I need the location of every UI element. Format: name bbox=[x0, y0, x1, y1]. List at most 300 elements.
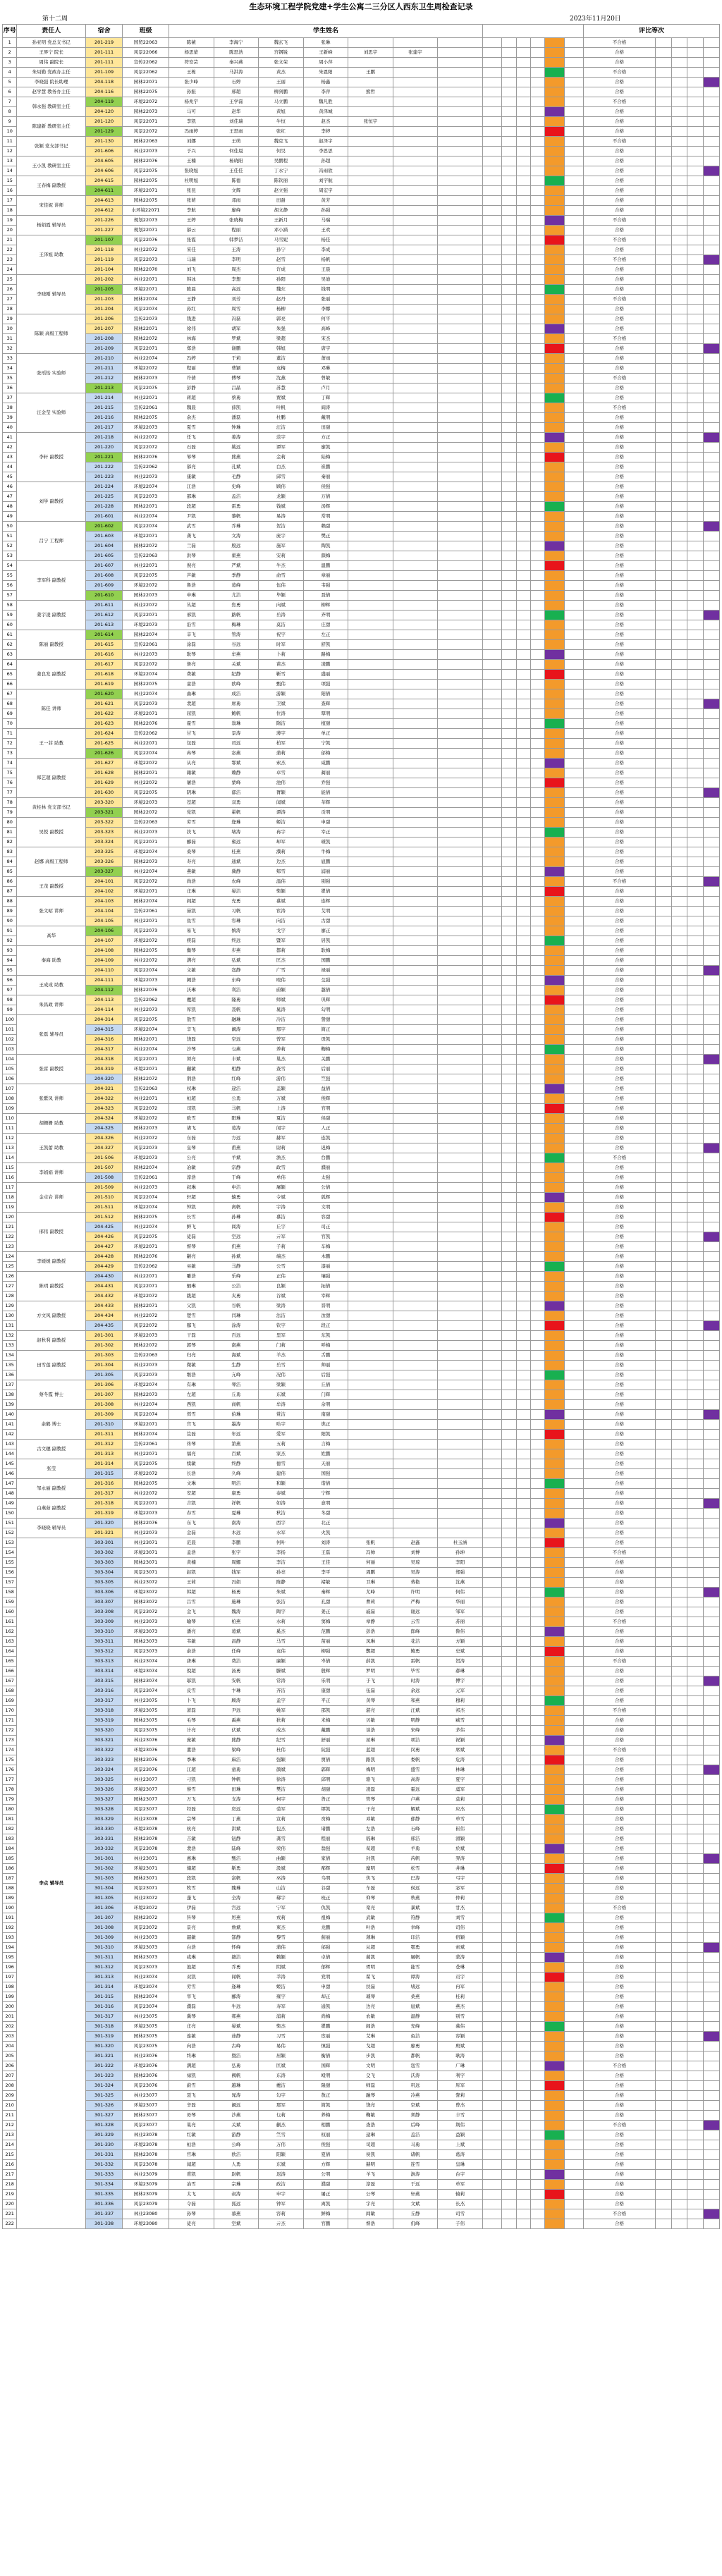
blank-cell bbox=[530, 798, 544, 808]
student-name bbox=[348, 897, 393, 907]
student-name bbox=[393, 275, 438, 285]
blank-cell bbox=[516, 1321, 530, 1331]
student-name: 诸飞 bbox=[169, 1124, 214, 1134]
blank-cell bbox=[502, 650, 516, 660]
mark-cell bbox=[656, 1696, 672, 1706]
table-row bbox=[3, 1795, 720, 1805]
student-name: 邓小涵 bbox=[259, 226, 304, 235]
grade-result: 合格 bbox=[583, 433, 655, 443]
score-swatch bbox=[545, 1321, 564, 1331]
mark-cell bbox=[656, 1755, 672, 1765]
student-name bbox=[393, 1519, 438, 1528]
dorm-room: 204-317 bbox=[86, 1045, 123, 1055]
blank-cell bbox=[564, 2180, 583, 2190]
mark-cell bbox=[656, 1045, 672, 1055]
blank-cell bbox=[482, 1775, 501, 1785]
table-row bbox=[3, 1874, 720, 1884]
blank-cell bbox=[564, 117, 583, 127]
grade-result: 合格 bbox=[583, 472, 655, 482]
student-name: 冯磊 bbox=[214, 314, 259, 324]
blank-cell bbox=[482, 226, 501, 235]
mark-cell bbox=[656, 2022, 672, 2032]
student-name bbox=[393, 838, 438, 847]
student-name: 段凯 bbox=[169, 1874, 214, 1884]
mark-cell bbox=[687, 2022, 704, 2032]
table-row bbox=[3, 630, 720, 640]
class-name: 环境22073 bbox=[123, 1153, 169, 1163]
student-name: 匡斌 bbox=[259, 2061, 304, 2071]
grade-result: 合格 bbox=[583, 1913, 655, 1923]
score-swatch bbox=[545, 512, 564, 522]
dorm-room: 301-308 bbox=[86, 1923, 123, 1933]
student-name bbox=[438, 601, 483, 611]
row-index: 194 bbox=[3, 1943, 17, 1953]
student-name bbox=[393, 1499, 438, 1509]
score-swatch bbox=[545, 877, 564, 887]
student-name bbox=[393, 295, 438, 305]
row-index: 121 bbox=[3, 1222, 17, 1232]
class-name: 园林22071 bbox=[123, 768, 169, 778]
student-name: 宇涛 bbox=[259, 1203, 304, 1213]
grade-result: 合格 bbox=[583, 1637, 655, 1647]
dorm-room: 201-220 bbox=[86, 443, 123, 453]
dorm-room: 201-619 bbox=[86, 680, 123, 689]
blank-cell bbox=[482, 2071, 501, 2081]
responsible-person: 李晓晓 辅导员 bbox=[17, 1519, 86, 1538]
student-name bbox=[438, 680, 483, 689]
grade-result: 合格 bbox=[583, 364, 655, 374]
student-name: 周娜 bbox=[214, 1558, 259, 1568]
student-name: 养莉 bbox=[259, 1045, 304, 1055]
grade-result: 合格 bbox=[583, 275, 655, 285]
grade-result: 合格 bbox=[583, 778, 655, 788]
student-name bbox=[438, 1074, 483, 1084]
blank-cell bbox=[502, 354, 516, 364]
student-name bbox=[393, 798, 438, 808]
score-swatch bbox=[545, 2190, 564, 2200]
blank-cell bbox=[516, 1242, 530, 1252]
student-name: 端杰 bbox=[259, 1252, 304, 1262]
blank-cell bbox=[482, 2209, 501, 2219]
score-swatch bbox=[545, 166, 564, 176]
blank-cell bbox=[502, 97, 516, 107]
mark-cell bbox=[656, 1272, 672, 1282]
student-name: 孙坤 bbox=[438, 1548, 483, 1558]
blank-cell bbox=[530, 1973, 544, 1982]
student-name: 单军 bbox=[438, 2180, 483, 2190]
student-name: 丘倩 bbox=[303, 1380, 348, 1390]
blank-cell bbox=[502, 482, 516, 492]
mark-cell bbox=[656, 1114, 672, 1124]
blank-cell bbox=[482, 97, 501, 107]
table-row bbox=[3, 2209, 720, 2219]
student-name: 谯正 bbox=[303, 1420, 348, 1430]
mark-swatch bbox=[704, 522, 720, 532]
mark-cell bbox=[687, 2111, 704, 2121]
mark-cell bbox=[704, 1519, 720, 1528]
student-name: 包磊 bbox=[169, 739, 214, 749]
class-name: 环境22074 bbox=[123, 1380, 169, 1390]
row-index: 92 bbox=[3, 936, 17, 946]
blank-cell bbox=[564, 611, 583, 620]
mark-cell bbox=[704, 1548, 720, 1558]
mark-cell bbox=[656, 1953, 672, 1963]
dorm-room: 201-109 bbox=[86, 68, 123, 78]
blank-cell bbox=[530, 1795, 544, 1805]
student-name: 郜静 bbox=[214, 1933, 259, 1943]
score-swatch bbox=[545, 1696, 564, 1706]
blank-cell bbox=[516, 1272, 530, 1282]
student-name: 冉军 bbox=[438, 1982, 483, 1992]
student-name bbox=[393, 344, 438, 354]
blank-cell bbox=[502, 1558, 516, 1568]
class-name: 林业23074 bbox=[123, 1657, 169, 1667]
student-name: 莘涛 bbox=[259, 1973, 304, 1982]
blank-cell bbox=[482, 916, 501, 926]
grade-result: 合格 bbox=[583, 1173, 655, 1183]
student-name: 司正 bbox=[303, 1222, 348, 1232]
student-name: 卞琳 bbox=[214, 1686, 259, 1696]
student-name bbox=[348, 1390, 393, 1400]
student-name bbox=[348, 581, 393, 591]
blank-cell bbox=[502, 532, 516, 541]
class-name: 林业22074 bbox=[123, 1222, 169, 1232]
score-swatch bbox=[545, 492, 564, 502]
student-name: 万倩 bbox=[303, 492, 348, 502]
student-name: 孟宇 bbox=[259, 1696, 304, 1706]
responsible-person: 王春梅 副教授 bbox=[17, 176, 86, 196]
table-row bbox=[3, 699, 720, 709]
blank-cell bbox=[564, 2170, 583, 2180]
blank-cell bbox=[482, 1065, 501, 1074]
student-name bbox=[348, 196, 393, 206]
score-swatch bbox=[545, 995, 564, 1005]
table-row bbox=[3, 1430, 720, 1440]
grade-result: 不合格 bbox=[583, 1657, 655, 1667]
mark-cell bbox=[671, 453, 687, 462]
row-index: 114 bbox=[3, 1153, 17, 1163]
student-name: 闻宇 bbox=[259, 1124, 304, 1134]
table-row bbox=[3, 1755, 720, 1765]
blank-cell bbox=[482, 1657, 501, 1667]
student-name: 茅伟 bbox=[438, 1726, 483, 1736]
blank-cell bbox=[530, 1884, 544, 1894]
dorm-room: 204-431 bbox=[86, 1282, 123, 1292]
student-name bbox=[348, 453, 393, 462]
blank-cell bbox=[482, 334, 501, 344]
student-name: 党明 bbox=[303, 1973, 348, 1982]
blank-cell bbox=[564, 1015, 583, 1025]
mark-cell bbox=[656, 788, 672, 798]
class-name: 林业23072 bbox=[123, 1578, 169, 1588]
blank-cell bbox=[502, 324, 516, 334]
student-name bbox=[348, 1104, 393, 1114]
student-name bbox=[348, 838, 393, 847]
student-name bbox=[348, 1124, 393, 1134]
student-name: 崔鹏 bbox=[303, 462, 348, 472]
dorm-room: 301-319 bbox=[86, 2032, 123, 2042]
mark-cell bbox=[671, 1953, 687, 1963]
blank-cell bbox=[564, 1509, 583, 1519]
mark-cell bbox=[687, 1716, 704, 1726]
mark-cell bbox=[656, 374, 672, 384]
grade-result: 不合格 bbox=[583, 137, 655, 147]
mark-cell bbox=[671, 2121, 687, 2130]
blank-cell bbox=[502, 413, 516, 423]
blank-cell bbox=[564, 1252, 583, 1262]
blank-cell bbox=[564, 1380, 583, 1390]
student-name: 池伟 bbox=[259, 778, 304, 788]
blank-cell bbox=[516, 206, 530, 216]
table-row bbox=[3, 1045, 720, 1055]
student-name: 昝正 bbox=[303, 1795, 348, 1805]
blank-cell bbox=[516, 2002, 530, 2012]
dorm-room: 201-216 bbox=[86, 413, 123, 423]
blank-cell bbox=[482, 1272, 501, 1282]
mark-cell bbox=[704, 48, 720, 58]
mark-cell bbox=[656, 818, 672, 828]
row-index: 37 bbox=[3, 393, 17, 403]
blank-cell bbox=[564, 1686, 583, 1696]
blank-cell bbox=[516, 196, 530, 206]
student-name: 荆浩 bbox=[169, 1074, 214, 1084]
mark-cell bbox=[704, 808, 720, 818]
student-name: 于峰 bbox=[214, 1173, 259, 1183]
score-swatch bbox=[545, 1045, 564, 1055]
blank-cell bbox=[502, 87, 516, 97]
score-swatch bbox=[545, 650, 564, 660]
class-name: 林业22074 bbox=[123, 1400, 169, 1410]
blank-cell bbox=[482, 650, 501, 660]
mark-cell bbox=[704, 847, 720, 857]
mark-cell bbox=[687, 1370, 704, 1380]
mark-cell bbox=[687, 1726, 704, 1736]
row-index: 51 bbox=[3, 532, 17, 541]
blank-cell bbox=[482, 512, 501, 522]
student-name: 蓟丽 bbox=[303, 1933, 348, 1943]
blank-cell bbox=[482, 1035, 501, 1045]
mark-cell bbox=[656, 768, 672, 778]
mark-cell bbox=[656, 147, 672, 157]
student-name: 符静 bbox=[393, 1913, 438, 1923]
mark-cell bbox=[687, 2091, 704, 2101]
student-name bbox=[438, 305, 483, 314]
student-name bbox=[348, 1341, 393, 1351]
student-name: 宫飞 bbox=[169, 1420, 214, 1430]
mark-cell bbox=[687, 1834, 704, 1844]
blank-cell bbox=[530, 759, 544, 768]
table-row bbox=[3, 2130, 720, 2140]
blank-cell bbox=[564, 393, 583, 403]
mark-cell bbox=[671, 295, 687, 305]
blank-cell bbox=[482, 324, 501, 334]
score-swatch bbox=[545, 1104, 564, 1114]
grade-result: 合格 bbox=[583, 2219, 655, 2229]
student-name: 路凯 bbox=[348, 1755, 393, 1765]
dorm-room: 204-615 bbox=[86, 176, 123, 186]
student-name: 关斌 bbox=[214, 2121, 259, 2130]
blank-cell bbox=[482, 778, 501, 788]
blank-cell bbox=[564, 226, 583, 235]
mark-cell bbox=[656, 1637, 672, 1647]
student-name: 意明 bbox=[303, 1499, 348, 1509]
blank-cell bbox=[530, 364, 544, 374]
dorm-room: 201-318 bbox=[86, 1499, 123, 1509]
blank-cell bbox=[530, 265, 544, 275]
class-name: 园林23074 bbox=[123, 1676, 169, 1686]
mark-swatch bbox=[704, 1321, 720, 1331]
row-index: 195 bbox=[3, 1953, 17, 1963]
blank-cell bbox=[516, 2219, 530, 2229]
table-row bbox=[3, 1499, 720, 1509]
blank-cell bbox=[530, 897, 544, 907]
student-name: 甄伟 bbox=[259, 680, 304, 689]
mark-cell bbox=[671, 255, 687, 265]
blank-cell bbox=[502, 226, 516, 235]
mark-cell bbox=[671, 1134, 687, 1143]
blank-cell bbox=[564, 1617, 583, 1627]
row-index: 203 bbox=[3, 2032, 17, 2042]
mark-cell bbox=[656, 2101, 672, 2111]
student-name bbox=[393, 196, 438, 206]
student-name: 周宏宇 bbox=[303, 186, 348, 196]
class-name: 宣传22073 bbox=[123, 314, 169, 324]
dorm-room: 201-612 bbox=[86, 611, 123, 620]
blank-cell bbox=[502, 1361, 516, 1370]
student-name bbox=[393, 176, 438, 186]
blank-cell bbox=[482, 492, 501, 502]
blank-cell bbox=[530, 275, 544, 285]
dorm-room: 201-217 bbox=[86, 423, 123, 433]
student-name: 易飞 bbox=[169, 926, 214, 936]
score-swatch bbox=[545, 897, 564, 907]
class-name: 环境22072 bbox=[123, 1469, 169, 1479]
student-name bbox=[348, 788, 393, 798]
mark-cell bbox=[704, 462, 720, 472]
mark-cell bbox=[687, 2002, 704, 2012]
responsible-person: 姜宇凌 副教授 bbox=[17, 601, 86, 630]
table-row bbox=[3, 709, 720, 719]
mark-cell bbox=[656, 1716, 672, 1726]
student-name bbox=[393, 759, 438, 768]
student-name bbox=[438, 541, 483, 551]
grade-result: 合格 bbox=[583, 384, 655, 393]
mark-cell bbox=[687, 344, 704, 354]
blank-cell bbox=[516, 265, 530, 275]
student-name: 苗杰 bbox=[259, 660, 304, 670]
table-row bbox=[3, 620, 720, 630]
student-name bbox=[438, 620, 483, 630]
mark-cell bbox=[671, 1143, 687, 1153]
blank-cell bbox=[516, 907, 530, 916]
student-name: 石峰 bbox=[393, 1824, 438, 1834]
grade-result: 合格 bbox=[583, 1272, 655, 1282]
row-index: 11 bbox=[3, 137, 17, 147]
score-swatch bbox=[545, 58, 564, 68]
student-name: 柯宇 bbox=[259, 1795, 304, 1805]
student-name: 屠浩 bbox=[169, 778, 214, 788]
mark-cell bbox=[687, 2190, 704, 2200]
blank-cell bbox=[530, 2002, 544, 2012]
blank-cell bbox=[516, 1203, 530, 1213]
class-name: 环境23075 bbox=[123, 2022, 169, 2032]
student-name: 许倩 bbox=[169, 374, 214, 384]
mark-cell bbox=[671, 1509, 687, 1519]
student-name: 生静 bbox=[214, 1361, 259, 1370]
table-row bbox=[3, 1213, 720, 1222]
mark-cell bbox=[656, 235, 672, 245]
blank-cell bbox=[516, 413, 530, 423]
student-name: 终静 bbox=[214, 1459, 259, 1469]
row-index: 183 bbox=[3, 1834, 17, 1844]
blank-cell bbox=[530, 620, 544, 630]
student-name bbox=[348, 502, 393, 512]
mark-cell bbox=[687, 719, 704, 729]
class-name: 林业23077 bbox=[123, 2091, 169, 2101]
student-name: 殴伟 bbox=[259, 976, 304, 986]
student-name bbox=[438, 838, 483, 847]
student-name: 秦辉 bbox=[303, 1588, 348, 1597]
blank-cell bbox=[530, 887, 544, 897]
student-name bbox=[438, 1153, 483, 1163]
blank-cell bbox=[564, 1035, 583, 1045]
blank-cell bbox=[516, 275, 530, 285]
blank-cell bbox=[482, 2160, 501, 2170]
blank-cell bbox=[482, 472, 501, 482]
student-name: 班正 bbox=[303, 1894, 348, 1903]
blank-cell bbox=[482, 1578, 501, 1588]
mark-cell bbox=[704, 1755, 720, 1765]
blank-cell bbox=[564, 186, 583, 196]
blank-cell bbox=[502, 1607, 516, 1617]
dorm-room: 201-627 bbox=[86, 759, 123, 768]
student-name bbox=[393, 1104, 438, 1114]
student-name: 孟浩 bbox=[169, 1548, 214, 1558]
student-name: 车梅 bbox=[303, 1242, 348, 1252]
dorm-room: 201-510 bbox=[86, 1193, 123, 1203]
mark-cell bbox=[687, 1232, 704, 1242]
student-name bbox=[438, 1430, 483, 1440]
student-name: 安超 bbox=[169, 1489, 214, 1499]
mark-swatch bbox=[704, 1854, 720, 1864]
grade-result: 合格 bbox=[583, 58, 655, 68]
student-name bbox=[348, 216, 393, 226]
mark-cell bbox=[656, 324, 672, 334]
dorm-room: 201-309 bbox=[86, 1410, 123, 1420]
table-row bbox=[3, 275, 720, 285]
mark-cell bbox=[687, 611, 704, 620]
blank-cell bbox=[564, 798, 583, 808]
class-name: 林业23076 bbox=[123, 2051, 169, 2061]
mark-cell bbox=[687, 235, 704, 245]
student-name: 郦涛 bbox=[214, 1992, 259, 2002]
student-name bbox=[438, 453, 483, 462]
blank-cell bbox=[502, 1104, 516, 1114]
table-row bbox=[3, 926, 720, 936]
student-name bbox=[438, 1301, 483, 1311]
mark-cell bbox=[687, 1607, 704, 1617]
dorm-room: 204-433 bbox=[86, 1301, 123, 1311]
student-name: 鲁伟 bbox=[438, 1627, 483, 1637]
row-index: 39 bbox=[3, 413, 17, 423]
student-name: 陶凯 bbox=[303, 541, 348, 551]
responsible-person: 王泽旭 助教 bbox=[17, 235, 86, 275]
class-name: 环境22073 bbox=[123, 620, 169, 630]
blank-cell bbox=[564, 877, 583, 887]
score-swatch bbox=[545, 1884, 564, 1894]
student-name: 余远 bbox=[393, 1686, 438, 1696]
student-name bbox=[393, 1400, 438, 1410]
